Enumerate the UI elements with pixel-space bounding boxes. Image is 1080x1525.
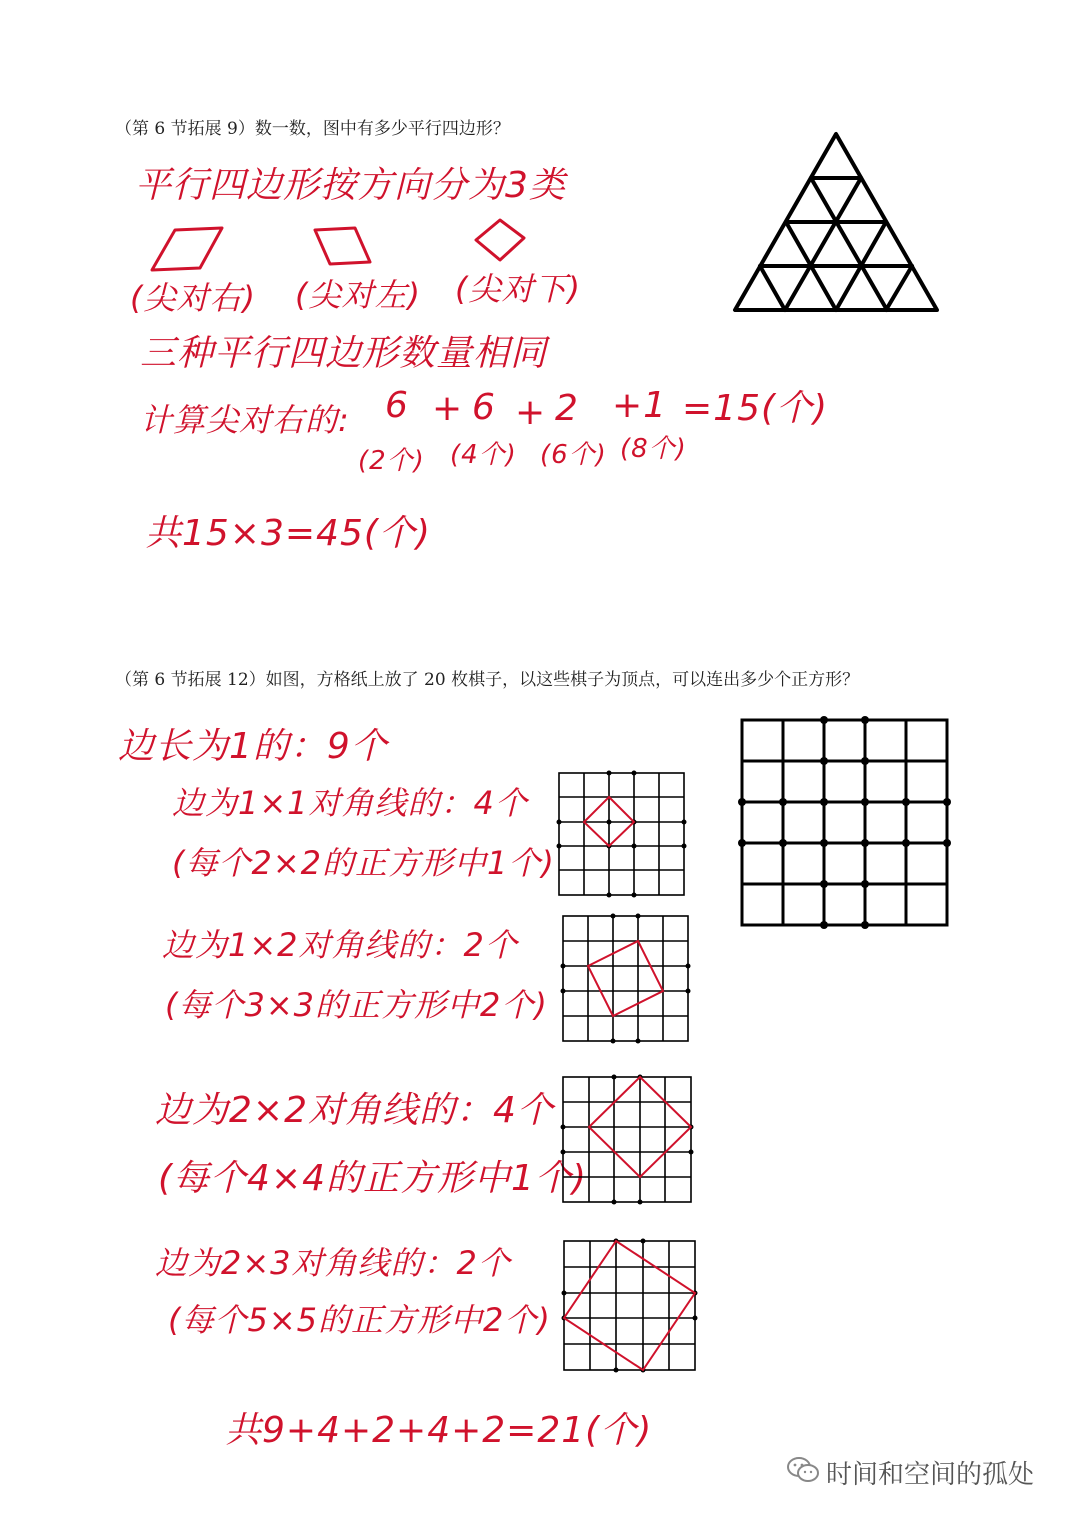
example-grid-diag-2x3 xyxy=(563,1240,697,1372)
same-count-note: 三种平行四边形数量相同 xyxy=(140,333,548,374)
type-label-left: (尖对左) xyxy=(295,276,421,314)
diag-1x2-note: (每个3×3的正方形中2个) xyxy=(165,986,548,1024)
example-grid-diag-1x2 xyxy=(562,915,690,1042)
diag-2x3-note: (每个5×5的正方形中2个) xyxy=(168,1301,551,1339)
diag-2x2-count: 边为2×2对角线的：4个 xyxy=(155,1090,554,1131)
parallelogram-left-sketch xyxy=(315,228,370,264)
sub-label-2: (2个) xyxy=(358,446,425,476)
calc-term-2: 6 xyxy=(472,387,496,428)
chessboard-grid-figure xyxy=(740,718,950,928)
solution-1-intro: 平行四边形按方向分为3类 xyxy=(135,165,566,206)
question-1: （第 6 节拓展 9）数一数，图中有多少平行四边形？ xyxy=(115,119,510,139)
calc-plus-1: + xyxy=(432,388,464,429)
red-square-2x3 xyxy=(564,1241,695,1370)
type-label-down: (尖对下) xyxy=(455,270,581,308)
total-1: 共15×3=45(个) xyxy=(145,513,431,554)
rhombus-down-sketch xyxy=(476,220,524,260)
type-label-right: (尖对右) xyxy=(130,279,256,317)
wechat-icon xyxy=(786,1456,820,1484)
diag-1x1-count: 边为1×1对角线的：4个 xyxy=(172,784,528,822)
diag-2x2-note: (每个4×4的正方形中1个) xyxy=(158,1158,587,1199)
total-2: 共9+4+2+4+2=21(个) xyxy=(225,1410,653,1451)
sub-label-4: (4个) xyxy=(450,440,517,470)
side-1-count: 边长为1的：9个 xyxy=(118,726,388,767)
calc-plus-2: + xyxy=(515,392,547,433)
sub-label-8: (8个) xyxy=(620,434,687,464)
diag-2x3-count: 边为2×3对角线的：2个 xyxy=(155,1244,511,1282)
example-grid-diag-1x1 xyxy=(558,772,686,897)
triangle-grid-figure xyxy=(728,128,946,316)
calc-label: 计算尖对右的: xyxy=(140,401,350,439)
red-square-1x2 xyxy=(588,941,663,1016)
sub-label-6: (6个) xyxy=(540,440,607,470)
calc-result: =15(个) xyxy=(682,388,829,429)
watermark-text: 时间和空间的孤处 xyxy=(826,1460,1035,1490)
calc-term-3: 2 xyxy=(555,388,579,429)
example-grid-diag-2x2 xyxy=(562,1076,694,1204)
diag-1x2-count: 边为1×2对角线的：2个 xyxy=(162,926,518,964)
parallelogram-right-sketch xyxy=(152,228,222,270)
diag-1x1-note: (每个2×2的正方形中1个) xyxy=(172,844,555,882)
calc-term-1: 6 xyxy=(385,385,409,426)
question-2: （第 6 节拓展 12）如图，方格纸上放了 20 枚棋子，以这些棋子为顶点，可以连出多少个正方形？ xyxy=(115,670,860,690)
calc-term-4: +1 xyxy=(612,385,668,426)
